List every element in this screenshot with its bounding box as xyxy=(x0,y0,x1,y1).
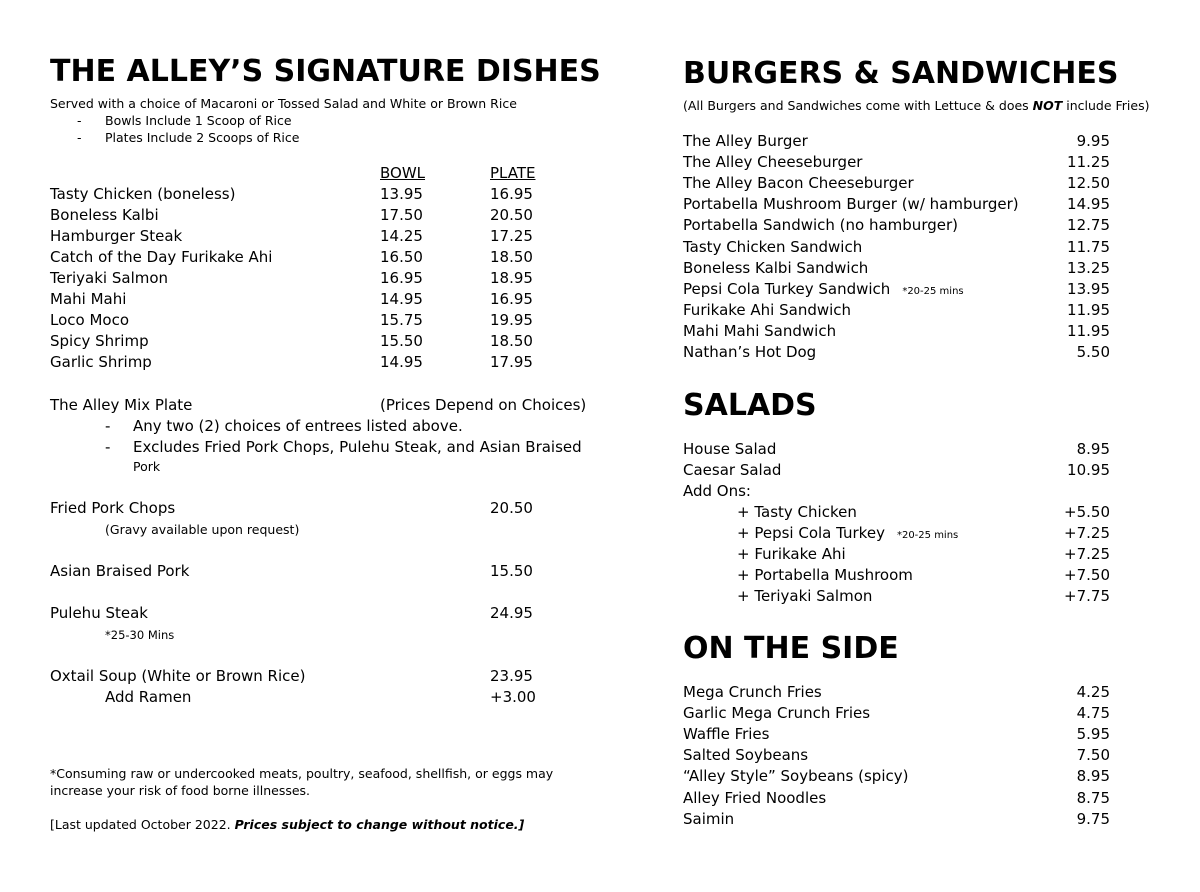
menu-item-label: + Teriyaki Salmon xyxy=(737,587,873,605)
menu-item-price: +5.50 xyxy=(1064,503,1110,521)
menu-item-price: 16.95 xyxy=(490,290,533,308)
menu-item-label: Furikake Ahi Sandwich xyxy=(683,300,852,319)
mix-plate-name: The Alley Mix Plate xyxy=(50,396,193,414)
burgers-subtitle-post: include Fries) xyxy=(1062,98,1150,113)
menu-item-name xyxy=(683,342,816,363)
menu-item-label: “Alley Style” Soybeans (spicy) xyxy=(683,767,909,786)
menu-item-price: 12.75 xyxy=(1067,216,1110,235)
add-ons-label: Add Ons: xyxy=(683,482,751,500)
food-safety-disclaimer-cont: increase your risk of food borne illnesses. xyxy=(50,783,311,798)
bullet-dash: - xyxy=(105,417,111,435)
menu-item-price: 11.75 xyxy=(1067,237,1110,256)
menu-item-name xyxy=(683,215,958,236)
menu-item-label: Waffle Fries xyxy=(683,725,770,744)
menu-item-label: + Portabella Mushroom xyxy=(737,566,913,584)
menu-item-note: *20-25 mins xyxy=(902,285,964,297)
mix-plate-exclusion-note: Excludes Fried Pork Chops, Pulehu Steak, and Asian Braised xyxy=(133,438,582,456)
menu-item-name xyxy=(683,703,870,724)
menu-item-price: 7.50 xyxy=(1076,746,1110,765)
menu-item-name xyxy=(50,247,272,268)
bowl-rice-note: Bowls Include 1 Scoop of Rice xyxy=(105,113,292,128)
menu-item-name xyxy=(683,173,914,194)
menu-item-name xyxy=(737,586,872,607)
menu-item-name xyxy=(737,544,846,565)
burgers-title: BURGERS & SANDWICHES xyxy=(683,56,1119,91)
menu-item-label: + Furikake Ahi xyxy=(737,545,846,563)
menu-item-price: 16.50 xyxy=(380,248,423,266)
menu-item-label: The Alley Burger xyxy=(683,132,808,150)
menu-item-name xyxy=(683,300,851,321)
menu-item-name xyxy=(50,352,152,373)
menu-item-label: Caesar Salad xyxy=(683,461,782,479)
menu-item-price: 19.95 xyxy=(490,311,533,329)
menu-item-name xyxy=(50,331,149,352)
menu-item-price: 5.50 xyxy=(1076,343,1110,361)
menu-item-price: 8.75 xyxy=(1076,788,1110,807)
burgers-subtitle xyxy=(683,97,1150,114)
menu-item-price: 10.95 xyxy=(1067,461,1110,479)
menu-item-price: 18.50 xyxy=(490,332,533,350)
menu-item-price: 12.50 xyxy=(1067,174,1110,193)
menu-item-name xyxy=(50,289,126,310)
last-updated-text: [Last updated October 2022. xyxy=(50,817,235,832)
pulehu-steak-name: Pulehu Steak xyxy=(50,604,148,622)
oxtail-soup-name: Oxtail Soup (White or Brown Rice) xyxy=(50,667,306,685)
pulehu-steak-note: *25-30 Mins xyxy=(105,628,175,642)
menu-item-label: Mahi Mahi xyxy=(50,290,127,308)
menu-item-label: Pepsi Cola Turkey Sandwich xyxy=(683,279,891,298)
plate-column-header: PLATE xyxy=(490,164,536,182)
menu-item-price: 9.75 xyxy=(1076,809,1110,828)
burgers-subtitle-pre: (All Burgers and Sandwiches come with Lettuce & does xyxy=(683,98,1033,113)
salads-title: SALADS xyxy=(683,388,817,423)
menu-item-price: +7.50 xyxy=(1064,566,1110,584)
menu-item-name xyxy=(683,194,1019,215)
menu-item-price: +7.75 xyxy=(1064,587,1110,605)
menu-item-name xyxy=(683,724,769,745)
pulehu-steak-price: 24.95 xyxy=(490,604,533,622)
menu-item-label: The Alley Bacon Cheeseburger xyxy=(683,174,914,193)
menu-item-label: Portabella Mushroom Burger (w/ hamburger) xyxy=(683,195,1019,214)
menu-item-price: 18.50 xyxy=(490,248,533,266)
menu-item-label: Alley Fried Noodles xyxy=(683,788,827,807)
menu-item-price: 14.95 xyxy=(1067,195,1110,214)
menu-item-price: 15.50 xyxy=(380,332,423,350)
menu-item-label: Garlic Mega Crunch Fries xyxy=(683,704,871,723)
menu-item-price: 17.25 xyxy=(490,227,533,245)
menu-item-name xyxy=(683,152,862,173)
menu-item-price: 13.95 xyxy=(1067,279,1110,298)
add-ramen-name: Add Ramen xyxy=(105,688,192,706)
menu-item-price: 17.50 xyxy=(380,206,423,224)
menu-item-label: Mega Crunch Fries xyxy=(683,683,822,701)
menu-item-name xyxy=(683,258,868,279)
braised-pork-name: Asian Braised Pork xyxy=(50,562,190,580)
bullet-dash: - xyxy=(77,113,82,128)
pork-chops-note: (Gravy available upon request) xyxy=(105,522,300,537)
menu-item-price: 8.95 xyxy=(1076,767,1110,786)
menu-item-name xyxy=(50,226,182,247)
menu-item-label: Boneless Kalbi Sandwich xyxy=(683,258,869,277)
menu-item-name xyxy=(683,745,808,766)
menu-item-price: 9.95 xyxy=(1076,132,1110,150)
oxtail-soup-price: 23.95 xyxy=(490,667,533,685)
menu-item-label: Tasty Chicken Sandwich xyxy=(683,237,863,256)
menu-item-label: Garlic Shrimp xyxy=(50,353,152,371)
menu-item-name xyxy=(50,310,129,331)
menu-item-price: 8.95 xyxy=(1076,440,1110,458)
menu-item-price: 11.95 xyxy=(1067,300,1110,319)
menu-item-price: 15.75 xyxy=(380,311,423,329)
last-updated-note xyxy=(50,816,524,833)
menu-item-price: 14.95 xyxy=(380,290,423,308)
menu-item-name xyxy=(683,788,826,809)
braised-pork-price: 15.50 xyxy=(490,562,533,580)
menu-item-label: + Pepsi Cola Turkey xyxy=(737,524,885,542)
menu-item-name xyxy=(683,237,862,258)
menu-item-label: Hamburger Steak xyxy=(50,227,183,245)
plate-rice-note: Plates Include 2 Scoops of Rice xyxy=(105,130,300,145)
menu-item-label: Tasty Chicken (boneless) xyxy=(50,185,236,203)
menu-item-price: 14.25 xyxy=(380,227,423,245)
menu-item-note: *20-25 mins xyxy=(896,530,959,541)
price-change-notice: Prices subject to change without notice.] xyxy=(234,817,525,832)
menu-item-price: 16.95 xyxy=(380,269,423,287)
menu-item-price: 17.95 xyxy=(490,353,533,371)
menu-item-name xyxy=(683,279,964,300)
menu-item-price: 11.95 xyxy=(1067,321,1110,340)
bullet-dash: - xyxy=(77,130,82,145)
pork-chops-name: Fried Pork Chops xyxy=(50,499,176,517)
menu-item-label: The Alley Cheeseburger xyxy=(683,153,863,172)
menu-item-price: 4.75 xyxy=(1076,704,1110,723)
menu-item-name xyxy=(683,131,808,152)
menu-item-price: 18.95 xyxy=(490,269,533,287)
menu-item-name xyxy=(50,205,159,226)
mix-plate-exclusion-note-cont: Pork xyxy=(133,459,161,474)
signature-title: THE ALLEY’S SIGNATURE DISHES xyxy=(50,54,601,89)
menu-item-price: +7.25 xyxy=(1064,524,1110,542)
menu-item-label: Nathan’s Hot Dog xyxy=(683,343,817,361)
menu-item-label: Saimin xyxy=(683,809,735,828)
menu-item-name xyxy=(50,184,235,205)
menu-item-label: Salted Soybeans xyxy=(683,746,809,765)
add-ramen-price: +3.00 xyxy=(490,688,536,706)
menu-item-price: 4.25 xyxy=(1076,683,1110,701)
menu-item-price: 13.95 xyxy=(380,185,423,203)
menu-item-label: House Salad xyxy=(683,440,777,458)
menu-item-name xyxy=(683,809,734,830)
menu-item-name xyxy=(683,766,908,787)
menu-item-label: Teriyaki Salmon xyxy=(50,269,169,287)
bowl-column-header: BOWL xyxy=(380,164,426,182)
signature-served-note: Served with a choice of Macaroni or Tossed Salad and White or Brown Rice xyxy=(50,96,517,111)
pork-chops-price: 20.50 xyxy=(490,499,533,517)
menu-item-label: Catch of the Day Furikake Ahi xyxy=(50,248,273,266)
menu-item-label: Spicy Shrimp xyxy=(50,332,149,350)
menu-item-price: 13.25 xyxy=(1067,258,1110,277)
menu-item-price: 5.95 xyxy=(1076,725,1110,744)
menu-item-name xyxy=(683,439,776,460)
menu-item-price: 14.95 xyxy=(380,353,423,371)
menu-item-label: + Tasty Chicken xyxy=(737,503,857,521)
menu-item-name xyxy=(683,460,781,481)
burgers-subtitle-not: NOT xyxy=(1032,98,1063,113)
menu-item-name xyxy=(683,321,836,342)
menu-item-label: Boneless Kalbi xyxy=(50,206,159,224)
menu-item-price: +7.25 xyxy=(1064,545,1110,563)
menu-item-name xyxy=(683,682,822,703)
menu-item-name xyxy=(737,502,857,523)
menu-item-name xyxy=(737,523,958,544)
menu-item-name xyxy=(737,565,913,586)
menu-item-label: Mahi Mahi Sandwich xyxy=(683,321,837,340)
menu-item-price: 11.25 xyxy=(1067,153,1110,172)
mix-plate-choice-note: Any two (2) choices of entrees listed above. xyxy=(133,417,463,435)
menu-item-label: Portabella Sandwich (no hamburger) xyxy=(683,216,958,235)
menu-item-label: Loco Moco xyxy=(50,311,130,329)
menu-item-price: 16.95 xyxy=(490,185,533,203)
menu-item-name xyxy=(50,268,168,289)
mix-plate-price: (Prices Depend on Choices) xyxy=(380,396,587,414)
bullet-dash: - xyxy=(105,438,111,456)
food-safety-disclaimer: *Consuming raw or undercooked meats, poultry, seafood, shellfish, or eggs may xyxy=(50,766,554,781)
sides-title: ON THE SIDE xyxy=(683,631,899,666)
menu-item-price: 20.50 xyxy=(490,206,533,224)
